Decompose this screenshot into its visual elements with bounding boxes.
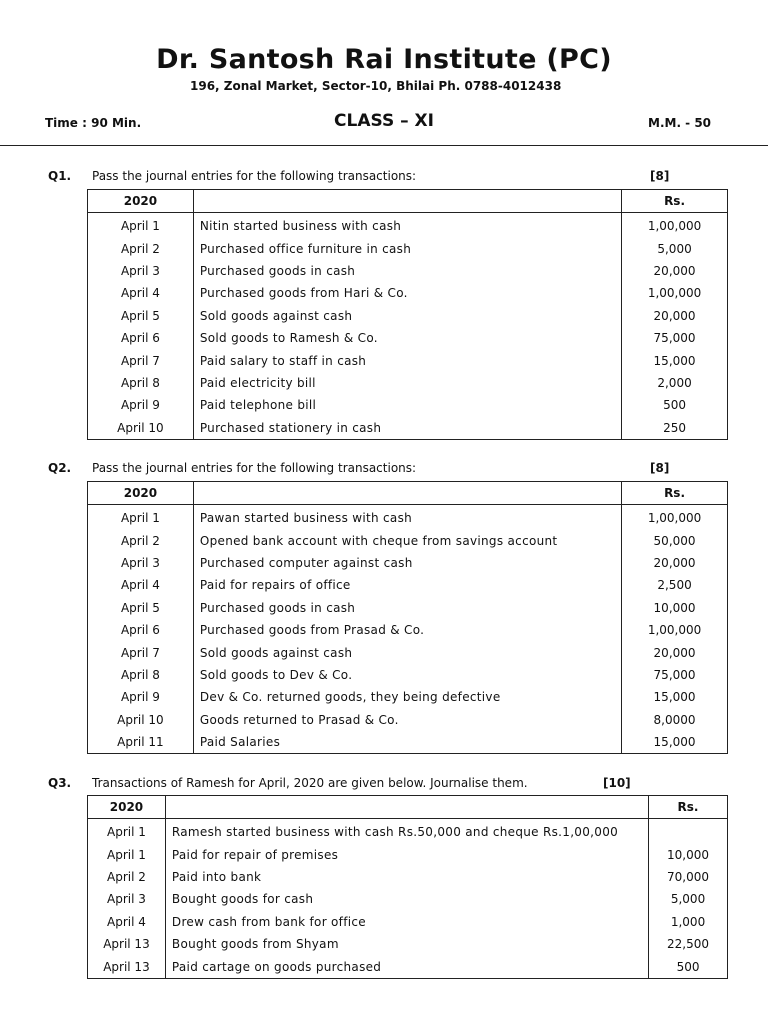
- year-header: 2020: [88, 796, 166, 819]
- date-cell: April 7: [88, 641, 194, 663]
- amount-cell: 1,00,000: [647, 219, 702, 234]
- date-cell: April 10: [88, 709, 194, 731]
- amount-cell: 250: [663, 420, 686, 435]
- particulars-cell: Pawan started business with cash: [193, 505, 621, 530]
- date-cell: April 4: [88, 282, 194, 304]
- particulars-cell: Paid electricity bill: [193, 372, 621, 394]
- table-row: [88, 213, 728, 238]
- table-row: [88, 260, 728, 282]
- table-row: [88, 911, 728, 933]
- table-row: [88, 709, 728, 731]
- amount-cell: 75,000: [653, 667, 696, 682]
- particulars-cell: Purchased goods in cash: [193, 260, 621, 282]
- institute-title: Dr. Santosh Rai Institute (PC): [156, 44, 612, 75]
- amount-cell: 20,000: [653, 308, 696, 323]
- amount-cell: 5,000: [657, 241, 692, 256]
- amount-cell: 22,500: [667, 937, 710, 952]
- table-row: [88, 372, 728, 394]
- amount-cell: 15,000: [653, 735, 696, 750]
- exam-time: Time : 90 Min.: [45, 116, 142, 130]
- table-row: [88, 282, 728, 304]
- table-row: [88, 394, 728, 416]
- date-cell: April 2: [88, 237, 194, 259]
- date-cell: April 7: [88, 349, 194, 371]
- date-cell: April 6: [88, 327, 194, 349]
- date-cell: April 4: [88, 574, 194, 596]
- amount-cell: 1,00,000: [647, 286, 702, 301]
- particulars-cell: Paid telephone bill: [193, 394, 621, 416]
- date-cell: April 8: [88, 372, 194, 394]
- question-marks: [8]: [650, 461, 670, 475]
- particulars-cell: Sold goods against cash: [193, 641, 621, 663]
- amount-cell: 8,0000: [653, 712, 696, 727]
- amount-cell: 75,000: [653, 331, 696, 346]
- date-cell: April 8: [88, 664, 194, 686]
- table-row: [88, 237, 728, 259]
- table-row: [88, 843, 728, 865]
- amount-cell: 1,00,000: [647, 623, 702, 638]
- question-marks: [10]: [603, 776, 631, 790]
- question-3-table: [87, 795, 728, 979]
- question-text: Transactions of Ramesh for April, 2020 are given below. Journalise them.: [92, 776, 528, 790]
- amount-cell: 500: [663, 398, 686, 413]
- amount-cell: 15,000: [653, 353, 696, 368]
- particulars-cell: Purchased office furniture in cash: [193, 237, 621, 259]
- particulars-header: [165, 796, 648, 819]
- date-cell: April 2: [88, 866, 166, 888]
- amount-cell: 50,000: [653, 533, 696, 548]
- particulars-cell: Purchased goods from Prasad & Co.: [193, 619, 621, 641]
- question-number: Q1.: [48, 169, 72, 183]
- particulars-cell: Purchased stationery in cash: [193, 417, 621, 440]
- table-row: [88, 529, 728, 551]
- table-row: [88, 933, 728, 955]
- date-cell: April 1: [88, 843, 166, 865]
- question-marks: [8]: [650, 169, 670, 183]
- particulars-cell: Paid Salaries: [193, 731, 621, 754]
- class-label: CLASS – XI: [334, 111, 434, 131]
- date-cell: April 10: [88, 417, 194, 440]
- table-row: [88, 819, 728, 844]
- question-number: Q3.: [48, 776, 72, 790]
- date-cell: April 1: [88, 819, 166, 844]
- question-2-table: [87, 481, 728, 754]
- question-text: Pass the journal entries for the following transactions:: [92, 461, 417, 475]
- particulars-cell: Sold goods against cash: [193, 305, 621, 327]
- particulars-cell: Bought goods from Shyam: [165, 933, 648, 955]
- amount-cell: 20,000: [653, 263, 696, 278]
- amount-cell: 10,000: [667, 847, 710, 862]
- table-row: [88, 349, 728, 371]
- amount-cell: 5,000: [670, 892, 706, 907]
- date-cell: April 6: [88, 619, 194, 641]
- date-cell: April 9: [88, 394, 194, 416]
- date-cell: April 2: [88, 529, 194, 551]
- table-row: [88, 417, 728, 440]
- particulars-header: [193, 482, 621, 505]
- date-cell: April 3: [88, 260, 194, 282]
- amount-cell: 10,000: [653, 600, 696, 615]
- question-1-table: [87, 189, 728, 440]
- table-row: [88, 505, 728, 530]
- amount-cell: 20,000: [653, 555, 696, 570]
- date-cell: April 13: [88, 955, 166, 978]
- amount-cell: 500: [676, 959, 700, 974]
- particulars-cell: Bought goods for cash: [165, 888, 648, 910]
- amount-cell: 20,000: [653, 645, 696, 660]
- table-row: [88, 731, 728, 754]
- amount-cell: 1,000: [670, 914, 706, 929]
- question-text: Pass the journal entries for the following transactions:: [92, 169, 417, 183]
- header-divider: [0, 145, 768, 146]
- particulars-header: [193, 190, 621, 213]
- table-header-row: [88, 796, 728, 819]
- particulars-cell: Purchased goods from Hari & Co.: [193, 282, 621, 304]
- amount-cell: 1,00,000: [647, 511, 702, 526]
- date-cell: April 1: [88, 213, 194, 238]
- question-number: Q2.: [48, 461, 72, 475]
- amount-cell: 2,000: [657, 375, 692, 390]
- amount-cell: 70,000: [667, 869, 710, 884]
- particulars-cell: Paid salary to staff in cash: [193, 349, 621, 371]
- table-row: [88, 305, 728, 327]
- particulars-cell: Ramesh started business with cash Rs.50,000 and cheque Rs.1,00,000: [165, 819, 648, 844]
- particulars-cell: Dev & Co. returned goods, they being defective: [193, 686, 621, 708]
- particulars-cell: Paid for repairs of office: [193, 574, 621, 596]
- amount-cell: 15,000: [653, 690, 696, 705]
- max-marks: M.M. - 50: [648, 116, 712, 130]
- amount-header: Rs.: [622, 190, 728, 213]
- table-header-row: [88, 482, 728, 505]
- year-header: 2020: [88, 190, 194, 213]
- amount-cell: 2,500: [657, 578, 692, 593]
- date-cell: April 1: [88, 505, 194, 530]
- table-row: [88, 641, 728, 663]
- particulars-cell: Drew cash from bank for office: [165, 911, 648, 933]
- table-header-row: [88, 190, 728, 213]
- particulars-cell: Purchased goods in cash: [193, 597, 621, 619]
- particulars-cell: Purchased computer against cash: [193, 552, 621, 574]
- table-row: [88, 686, 728, 708]
- date-cell: April 5: [88, 597, 194, 619]
- table-row: [88, 619, 728, 641]
- table-row: [88, 955, 728, 978]
- particulars-cell: Nitin started business with cash: [193, 213, 621, 238]
- particulars-cell: Sold goods to Dev & Co.: [193, 664, 621, 686]
- date-cell: April 11: [88, 731, 194, 754]
- particulars-cell: Paid into bank: [165, 866, 648, 888]
- table-row: [88, 664, 728, 686]
- table-row: [88, 552, 728, 574]
- particulars-cell: Paid cartage on goods purchased: [165, 955, 648, 978]
- table-row: [88, 866, 728, 888]
- table-row: [88, 888, 728, 910]
- particulars-cell: Sold goods to Ramesh & Co.: [193, 327, 621, 349]
- amount-header: Rs.: [649, 796, 728, 819]
- table-row: [88, 327, 728, 349]
- date-cell: April 13: [88, 933, 166, 955]
- date-cell: April 3: [88, 552, 194, 574]
- year-header: 2020: [88, 482, 194, 505]
- particulars-cell: Opened bank account with cheque from savings account: [193, 529, 621, 551]
- date-cell: April 3: [88, 888, 166, 910]
- date-cell: April 4: [88, 911, 166, 933]
- table-row: [88, 597, 728, 619]
- particulars-cell: Goods returned to Prasad & Co.: [193, 709, 621, 731]
- amount-cell: [649, 819, 728, 844]
- table-row: [88, 574, 728, 596]
- particulars-cell: Paid for repair of premises: [165, 843, 648, 865]
- date-cell: April 9: [88, 686, 194, 708]
- date-cell: April 5: [88, 305, 194, 327]
- amount-header: Rs.: [622, 482, 728, 505]
- institute-address: 196, Zonal Market, Sector-10, Bhilai Ph. 0788-4012438: [190, 79, 562, 93]
